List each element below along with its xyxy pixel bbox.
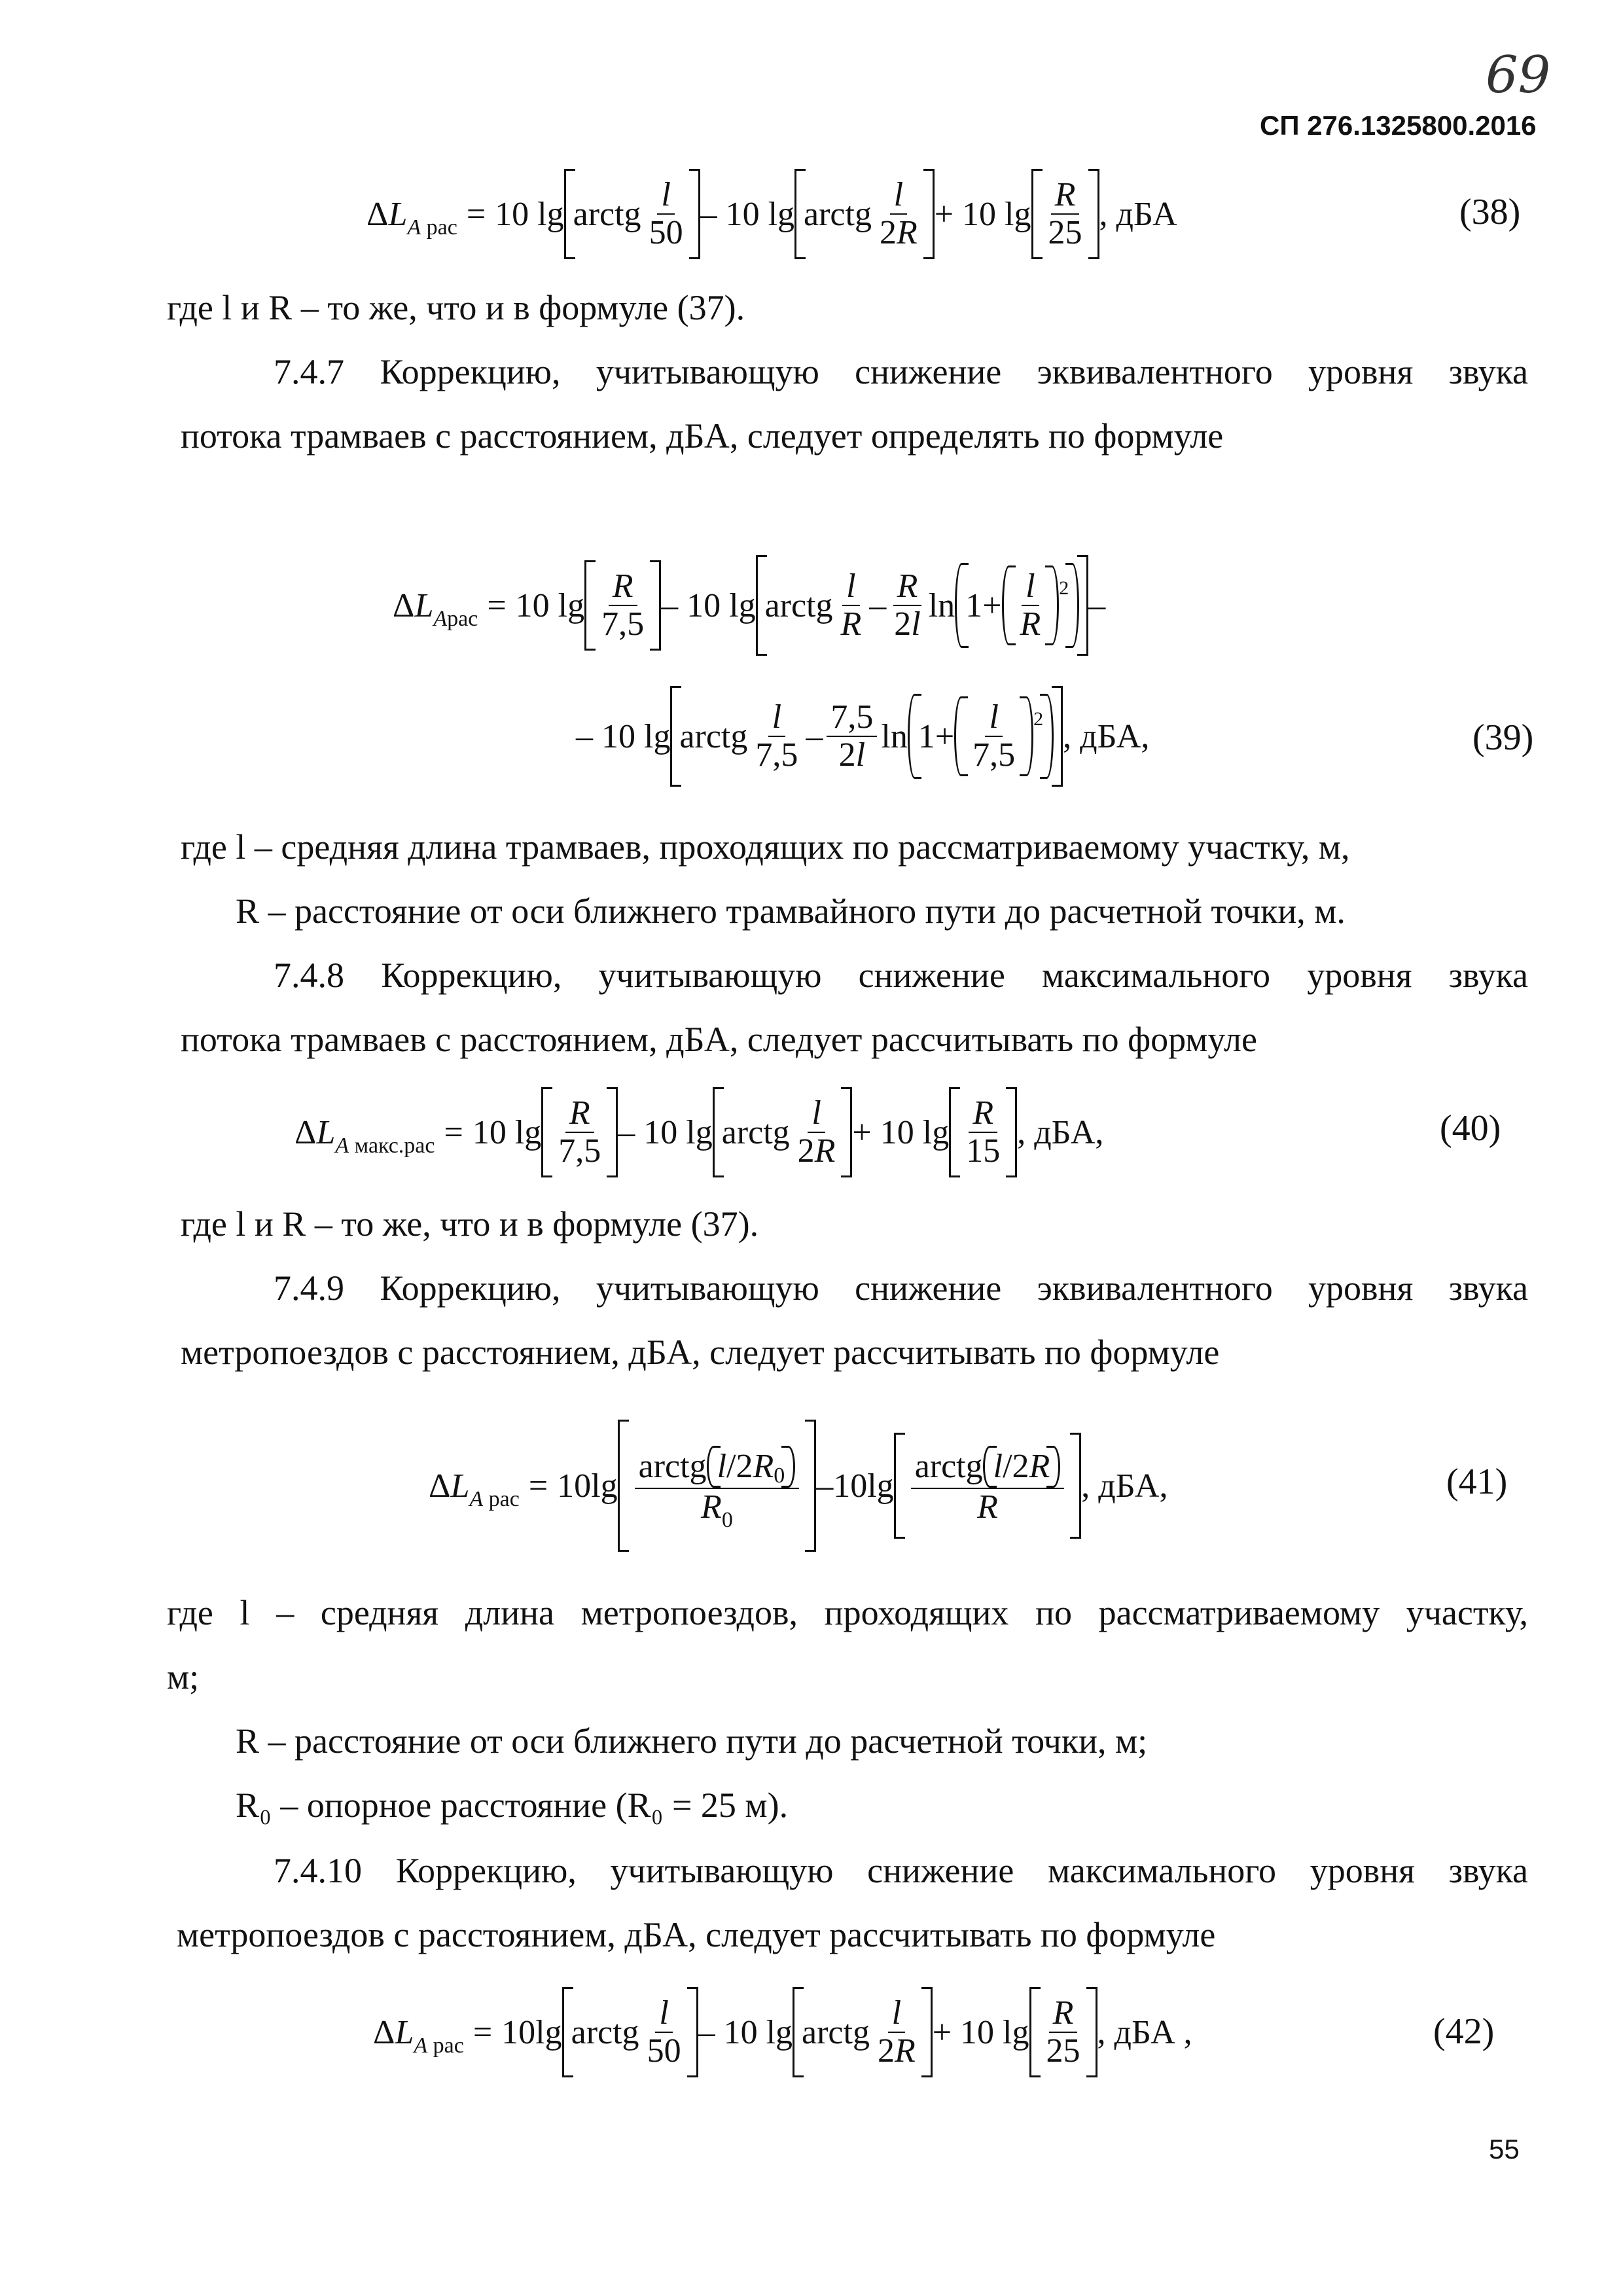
eq40-unit: , дБА,	[1017, 1113, 1104, 1151]
paragraph-metro-length-line2: м;	[167, 1657, 200, 1696]
section-7-4-8-line2: потока трамваев с расстоянием, дБА, следует рассчитывать по формуле	[181, 1020, 1257, 1059]
paragraph-eq38-note: где l и R – то же, что и в формуле (37).	[167, 288, 745, 327]
equation-39-line1: $\Delta L_{Aрас}$ = 10 lg $\frac{R}{7,5}$ – 10 lg arctg $\frac{l}{R}$ – $\frac{R}{2l}$ ln 1+ $\frac{l}{R}$ 2 –	[393, 556, 1105, 655]
equation-40: $\Delta L_{A макс.рас}$ = 10 lg $\frac{R}{7,5}$ – 10 lg arctg $\frac{l}{2R}$ + 10 lg $\frac{R}{15}$ , дБА,	[294, 1086, 1103, 1178]
equation-38: $\Delta L_{A рас}$ = 10 lg arctg $\frac{l}{50}$ – 10 lg arctg $\frac{l}{2R}$ + 10 lg $\frac{R}{25}$ , дБА	[366, 171, 1177, 257]
section-7-4-9-line2: метропоездов с расстоянием, дБА, следует рассчитывать по формуле	[181, 1333, 1220, 1372]
section-7-4-7-line2: потока трамваев с расстоянием, дБА, следует определять по формуле	[181, 416, 1224, 456]
equation-42: $\Delta L_{A рас}$ = 10lg arctg $\frac{l}{50}$ – 10 lg arctg $\frac{l}{2R}$ + 10 lg $\frac{R}{25}$ , дБА ,	[373, 1990, 1192, 2075]
section-7-4-10-line2: метропоездов с расстоянием, дБА, следует рассчитывать по формуле	[177, 1915, 1216, 1954]
eq38-unit: , дБА	[1099, 195, 1177, 233]
equation-number-38: (38)	[1459, 192, 1521, 232]
paragraph-metro-distance: R – расстояние от оси ближнего пути до расчетной точки, м;	[236, 1721, 1148, 1761]
eq39-unit: , дБА,	[1063, 717, 1150, 755]
equation-number-41: (41)	[1446, 1462, 1508, 1502]
document-code: СП 276.1325800.2016	[1260, 110, 1537, 141]
equation-number-42: (42)	[1433, 2011, 1495, 2052]
handwritten-page-number: 69	[1486, 46, 1551, 105]
section-7-4-9-line1: 7.4.9 Коррекцию, учитывающую снижение эквивалентного уровня звука	[274, 1268, 1528, 1308]
equation-39-line2: – 10 lg arctg $\frac{l}{7,5}$ – $\frac{7,5}{2l}$ ln 1+ $\frac{l}{7,5}$ 2 , дБА,	[576, 687, 1149, 785]
eq41-unit: , дБА,	[1081, 1467, 1168, 1505]
paragraph-eq40-note: где l и R – то же, что и в формуле (37).	[181, 1204, 759, 1244]
paragraph-reference-distance: R₀ – опорное расстояние (R₀ = 25 м).	[236, 1785, 789, 1825]
section-7-4-10-line1: 7.4.10 Коррекцию, учитывающую снижение максимального уровня звука	[274, 1851, 1528, 1890]
paragraph-tram-distance: R – расстояние от оси ближнего трамвайного пути до расчетной точки, м.	[236, 891, 1346, 931]
section-7-4-7-line1: 7.4.7 Коррекцию, учитывающую снижение эквивалентного уровня звука	[274, 352, 1528, 391]
paragraph-metro-length-line1: где l – средняя длина метропоездов, проходящих по рассматриваемому участку,	[167, 1593, 1528, 1632]
section-7-4-8-line1: 7.4.8 Коррекцию, учитывающую снижение максимального уровня звука	[274, 956, 1528, 995]
equation-number-40: (40)	[1440, 1108, 1501, 1149]
paragraph-tram-length: где l – средняя длина трамваев, проходящих по рассматриваемому участку, м,	[181, 827, 1350, 867]
equation-41: $\Delta L_{A рас}$ = 10lg arctg l /2 R 0 $R_0$ –10lg arctg l /2 R R , дБА,	[429, 1407, 1168, 1564]
page-number: 55	[1489, 2134, 1520, 2164]
eq42-unit: , дБА ,	[1097, 2013, 1192, 2051]
equation-number-39: (39)	[1472, 717, 1534, 758]
